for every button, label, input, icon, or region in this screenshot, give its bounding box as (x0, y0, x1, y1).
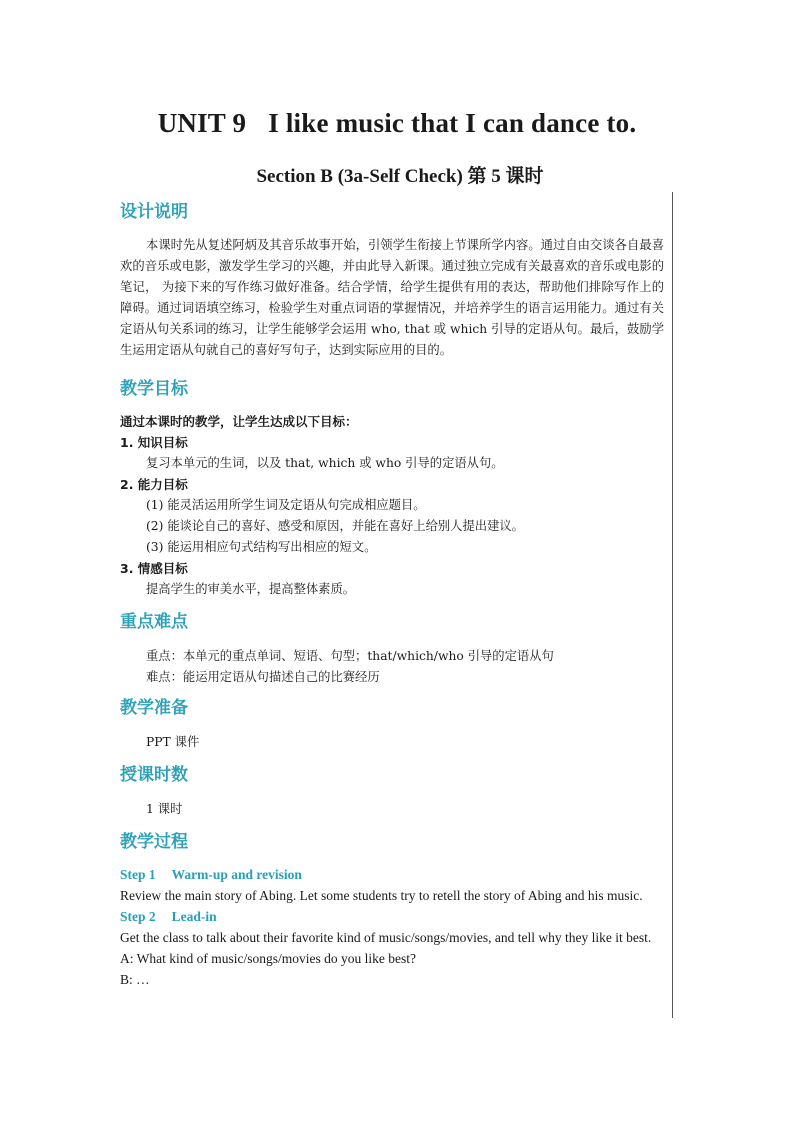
dialog-line-b: B: … (120, 972, 150, 987)
step-name: Lead-in (171, 909, 217, 924)
goal-section-title: 2. 能力目标 (120, 477, 188, 492)
design-heading: 设计说明 (120, 202, 188, 222)
goal-section-title: 1. 知识目标 (120, 435, 188, 450)
page-subtitle: Section B (3a-Self Check) 第 5 课时 (256, 166, 544, 187)
step-1-title (120, 864, 664, 885)
goal-line: 复习本单元的生词，以及 that, which 或 who 引导的定语从句。 (146, 456, 504, 470)
dialog-line-a: A: What kind of music/songs/movies do you like best? (120, 951, 416, 966)
key-difficulty: 难点：能运用定语从句描述自己的比赛经历 (146, 670, 380, 684)
step-number: Step 1 (120, 867, 156, 882)
goal-line: (3) 能运用相应句式结构写出相应的短文。 (146, 540, 377, 554)
hours-heading: 授课时数 (120, 765, 188, 785)
margin-rule (672, 192, 673, 1018)
unit-title: I like music that I can dance to. (268, 108, 637, 138)
hours-text: 1 课时 (146, 802, 183, 816)
design-paragraph: 本课时先从复述阿炳及其音乐故事开始，引领学生衔接上节课所学内容。通过自由交谈各自最喜欢的音乐或电影，激发学生学习的兴趣，并由此导入新课。通过独立完成有关最喜欢的音乐或电影的笔记， 为接下来的写作练习做好准备。结合学情，给学生提供有用的表达，帮助他们排除写作上的障碍。通过词语填空练习，检验学生对重点词语的掌握情况，并培养学生的语言运用能力。通过有关定语从句关系词的练习，让学生能够学会运用 who, that 或 which 引导的定语从句。最后，鼓励学生运用定语从句就自己的喜好写句子，达到实际应用的目的。 (120, 238, 664, 357)
goals-heading: 教学目标 (120, 379, 188, 399)
goal-line: 提高学生的审美水平，提高整体素质。 (146, 582, 356, 596)
step-2-text: Get the class to talk about their favorite kind of music/songs/movies, and tell why they like it best. (120, 930, 652, 945)
prep-heading: 教学准备 (120, 698, 188, 718)
goal-section-title: 3. 情感目标 (120, 561, 188, 576)
step-1-text: Review the main story of Abing. Let some students try to retell the story of Abing and his music. (120, 888, 643, 903)
goal-line: (2) 能谈论自己的喜好、感受和原因，并能在喜好上给别人提出建议。 (146, 519, 524, 533)
key-heading: 重点难点 (120, 612, 188, 632)
process-heading: 教学过程 (120, 832, 188, 852)
step-name: Warm-up and revision (171, 867, 302, 882)
prep-text: PPT 课件 (146, 735, 200, 749)
content-body (120, 198, 664, 990)
page-title (0, 108, 794, 139)
goals-lead: 通过本课时的教学，让学生达成以下目标： (120, 414, 358, 429)
goal-line: (1) 能灵活运用所学生词及定语从句完成相应题目。 (146, 498, 426, 512)
key-focus: 重点：本单元的重点单词、短语、句型；that/which/who 引导的定语从句 (146, 649, 554, 663)
step-2-title (120, 906, 664, 927)
unit-label: UNIT 9 (157, 108, 247, 138)
step-number: Step 2 (120, 909, 156, 924)
